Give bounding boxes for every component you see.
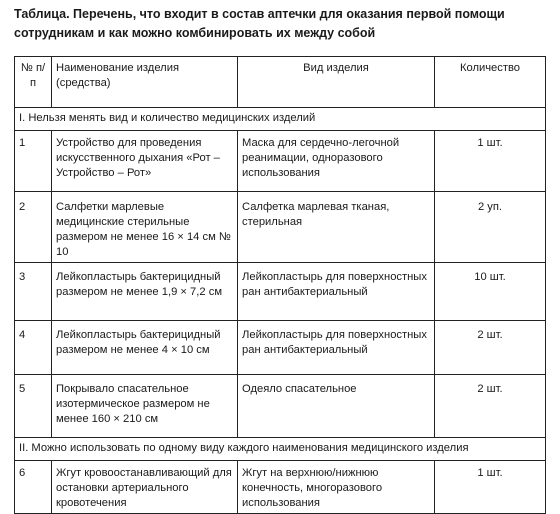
header-name: Наименование изделия (средства) [52, 57, 238, 108]
cell-qty: 1 шт. [435, 131, 546, 192]
cell-qty: 1 шт. [435, 461, 546, 514]
cell-type: Жгут на верхнюю/нижнюю конечность, многоразового использования [238, 461, 435, 514]
table-header-row [15, 57, 546, 108]
table-row [15, 375, 546, 438]
cell-name: Салфетки марлевые медицинские стерильные размером не менее 16 × 14 см № 10 [52, 192, 238, 263]
table-caption: Таблица. Перечень, что входит в состав аптечки для оказания первой помощи сотрудникам и как можно комбинировать их между собой [14, 7, 505, 40]
cell-name: Лейкопластырь бактерицидный размером не менее 4 × 10 см [52, 321, 238, 375]
first-aid-kit-table [14, 56, 546, 514]
table-row [15, 192, 546, 263]
table-row [15, 263, 546, 321]
table-row [15, 461, 546, 514]
cell-name: Жгут кровоостанавливающий для остановки артериального кровотечения [52, 461, 238, 514]
cell-num: 4 [15, 321, 52, 375]
cell-qty: 2 шт. [435, 375, 546, 438]
cell-num: 3 [15, 263, 52, 321]
section-title-1: I. Нельзя менять вид и количество медицинских изделий [15, 108, 546, 131]
cell-num: 5 [15, 375, 52, 438]
cell-num: 6 [15, 461, 52, 514]
section-title-2: II. Можно использовать по одному виду каждого наименования медицинского изделия [15, 438, 546, 461]
table-row [15, 131, 546, 192]
cell-type: Маска для сердечно-легочной реанимации, одноразового использования [238, 131, 435, 192]
cell-type: Лейкопластырь для поверхностных ран антибактериальный [238, 321, 435, 375]
cell-type: Одеяло спасательное [238, 375, 435, 438]
cell-qty: 2 уп. [435, 192, 546, 263]
section-row-1 [15, 108, 546, 131]
cell-name: Лейкопластырь бактерицидный размером не менее 1,9 × 7,2 см [52, 263, 238, 321]
cell-num: 2 [15, 192, 52, 263]
header-type: Вид изделия [238, 57, 435, 108]
header-qty: Количество [435, 57, 546, 108]
cell-name: Устройство для проведения искусственного дыхания «Рот – Устройство – Рот» [52, 131, 238, 192]
header-num: № п/п [15, 57, 52, 108]
table-row [15, 321, 546, 375]
cell-qty: 10 шт. [435, 263, 546, 321]
cell-type: Салфетка марлевая тканая, стерильная [238, 192, 435, 263]
cell-qty: 2 шт. [435, 321, 546, 375]
section-row-2 [15, 438, 546, 461]
cell-num: 1 [15, 131, 52, 192]
cell-type: Лейкопластырь для поверхностных ран антибактериальный [238, 263, 435, 321]
cell-name: Покрывало спасательное изотермическое размером не менее 160 × 210 см [52, 375, 238, 438]
